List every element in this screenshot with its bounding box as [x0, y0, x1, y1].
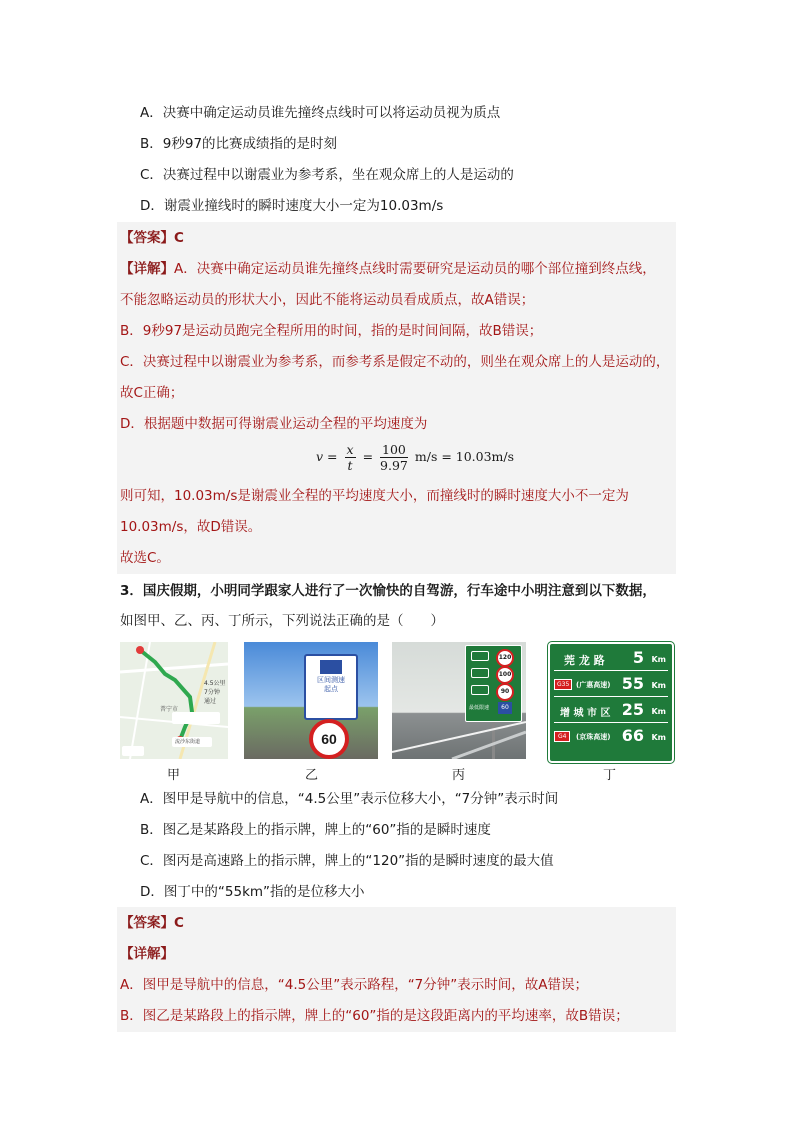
speed-zone-sign	[304, 654, 358, 720]
formula-x: x	[346, 442, 354, 457]
place-name-1: 莞 龙 路	[564, 654, 605, 667]
place-name-3: 增 城 市 区	[560, 708, 611, 719]
min-speed-label: 最低限速	[469, 705, 490, 711]
formula-997: 9.97	[380, 458, 408, 473]
q3-answer-label: 【答案】C	[120, 915, 184, 931]
q3-option-a: A．图甲是导航中的信息，“4.5公里”表示位移大小，“7分钟”表示时间	[140, 791, 559, 807]
distance-unit-2: Km	[651, 681, 666, 690]
place-name-4: (京珠高速)	[576, 733, 611, 741]
distance-sign-image	[548, 642, 674, 763]
q3-stem-line1: 3．国庆假期，小明同学跟家人进行了一次愉快的自驾游，行车途中小明注意到以下数据，	[120, 583, 656, 599]
formula-tail: m/s = 10.03m/s	[414, 449, 515, 464]
q2-option-d: D．谢震业撞线时的瞬时速度大小一定为10.03m/s	[140, 198, 444, 214]
highway-badge-g4: G4	[554, 731, 570, 742]
distance-value-3: 25	[621, 700, 644, 719]
distance-value-4: 66	[621, 726, 644, 745]
caption-jia: 甲	[167, 768, 181, 783]
speed-zone-title: 区间测速	[317, 676, 345, 684]
distance-unit-3: Km	[651, 707, 666, 716]
speed-limit-60-value: 60	[321, 731, 337, 747]
q2-option-c: C．决赛过程中以谢震业为参考系，坐在观众席上的人是运动的	[140, 167, 514, 183]
speed-limit-60-sign	[309, 719, 349, 759]
formula-fraction-xt	[345, 442, 356, 473]
place-name-2: (广惠高速)	[576, 681, 611, 689]
q2-detail-a-text: A．决赛中确定运动员谁先撞终点线时需要研究是运动员的哪个部位撞到终点线，	[174, 261, 656, 277]
map-city-label: 普宁市	[160, 706, 179, 713]
speed-zone-sign-image	[244, 642, 378, 759]
formula-eq2: =	[362, 449, 374, 464]
map-image	[120, 642, 228, 759]
q2-option-a: A．决赛中确定运动员谁先撞终点线时可以将运动员视为质点	[140, 105, 501, 121]
q2-option-b: B．9秒97的比赛成绩指的是时刻	[140, 136, 338, 152]
q2-choose: 故选C。	[120, 550, 170, 566]
distance-value-2: 55	[621, 674, 644, 693]
distance-row-4	[554, 726, 668, 748]
q3-option-d: D．图丁中的“55km”指的是位移大小	[140, 884, 365, 900]
formula-fraction-values	[380, 442, 408, 473]
highway-lines-graphic	[392, 642, 526, 759]
q3-detail-a: A．图甲是导航中的信息，“4.5公里”表示路程，“7分钟”表示时间，故A错误；	[120, 977, 589, 993]
formula-t: t	[347, 458, 353, 473]
caption-yi: 乙	[305, 768, 319, 783]
lane-speed-100: 100	[496, 666, 514, 684]
q2-answer-label: 【答案】C	[120, 230, 184, 246]
map-distance-label: 4.5公里	[204, 680, 226, 687]
q3-detail-b: B．图乙是某路段上的指示牌，牌上的“60”指的是这段距离内的平均速率，故B错误；	[120, 1008, 629, 1024]
map-destination-label: 流沙东街道	[175, 739, 201, 745]
caption-bing: 丙	[452, 768, 466, 783]
q2-detail-a-line1	[120, 259, 656, 279]
formula-100: 100	[382, 442, 406, 457]
highway-speed-sign-image	[392, 642, 526, 759]
q3-option-b: B．图乙是某路段上的指示牌，牌上的“60”指的是瞬时速度	[140, 822, 491, 838]
distance-unit-1: Km	[651, 655, 666, 664]
lane-speed-90: 90	[496, 683, 514, 701]
q2-detail-c-line1: C．决赛过程中以谢震业为参考系，而参考系是假定不动的，则坐在观众席上的人是运动的，	[120, 354, 670, 370]
formula-eq1: =	[327, 449, 338, 464]
q2-conclusion-line2: 10.03m/s，故D错误。	[120, 519, 262, 535]
map-time-label: 7分钟	[204, 689, 220, 696]
highway-badge-g35: G35	[554, 679, 572, 690]
formula-v: v	[316, 449, 324, 464]
q2-detail-c-line2: 故C正确；	[120, 385, 184, 401]
map-via-label: 通过	[204, 698, 217, 705]
q2-detail-label: 【详解】	[120, 261, 174, 277]
camera-icon	[320, 660, 342, 674]
q2-detail-a-line2: 不能忽略运动员的形状大小，因此不能将运动员看成质点，故A错误；	[120, 292, 535, 308]
q3-option-c: C．图丙是高速路上的指示牌，牌上的“120”指的是瞬时速度的最大值	[140, 853, 554, 869]
distance-row-2	[554, 674, 668, 697]
distance-row-3	[554, 700, 668, 723]
caption-ding: 丁	[603, 768, 617, 783]
q2-detail-d: D．根据题中数据可得谢震业运动全程的平均速度为	[120, 416, 428, 432]
min-speed-value: 60	[498, 702, 512, 714]
speed-zone-start: 起点	[324, 685, 338, 693]
q3-detail-label: 【详解】	[120, 946, 174, 962]
distance-unit-4: Km	[651, 733, 666, 742]
distance-value-1: 5	[632, 648, 644, 667]
q2-conclusion-line1: 则可知，10.03m/s是谢震业全程的平均速度大小，而撞线时的瞬时速度大小不一定为	[120, 488, 629, 504]
q2-detail-b: B．9秒97是运动员跑完全程所用的时间，指的是时间间隔，故B错误；	[120, 323, 543, 339]
average-speed-formula	[316, 442, 514, 482]
q3-stem-line2: 如图甲、乙、丙、丁所示，下列说法正确的是（ ）	[120, 613, 444, 629]
lane-speed-120: 120	[496, 649, 514, 667]
distance-row-1	[554, 648, 668, 671]
